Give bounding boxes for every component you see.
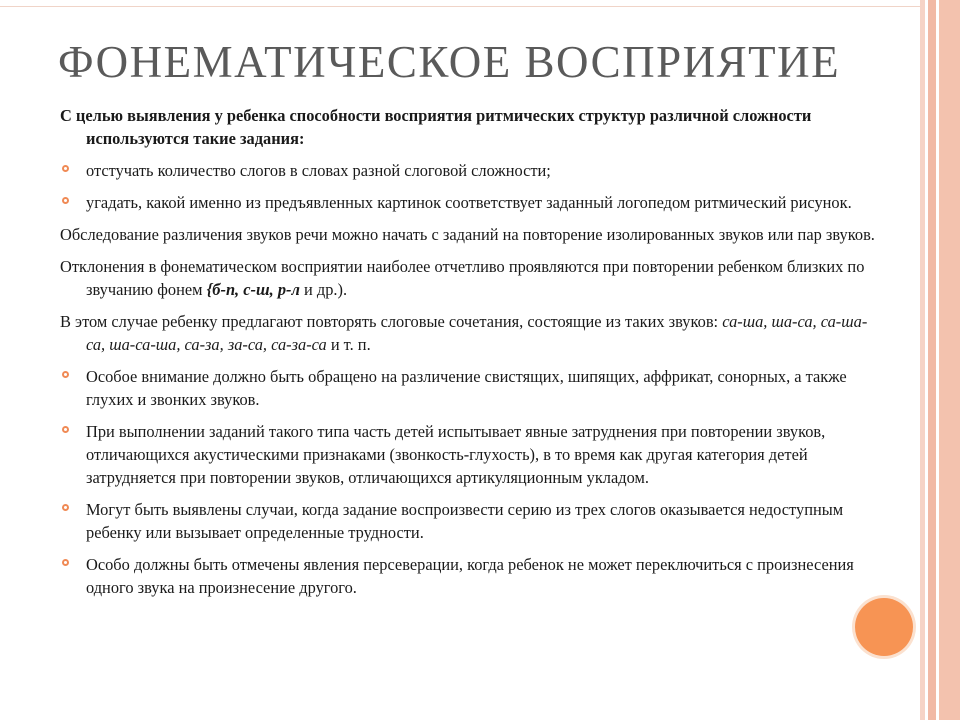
bullet-circle-icon <box>62 371 69 378</box>
decorative-side-stripes <box>920 0 960 720</box>
list-item <box>60 553 880 599</box>
stripe <box>939 0 960 720</box>
phoneme-pairs: {б-п, с-ш, р-л <box>206 280 300 299</box>
list-item <box>60 498 880 544</box>
list-item <box>60 420 880 489</box>
intro-paragraph: С целью выявления у ребенка способности восприятия ритмических структур различной сложности используются такие задания: <box>60 106 812 148</box>
list-item-text: При выполнении заданий такого типа часть детей испытывает явные затруднения при повторении звуков, отличающихся акустическими признаками (звонкость-глухость), в то время как другая категория детей затрудняется при повторении звуков, отличающихся артикуляционным укладом. <box>86 422 826 487</box>
slide-title: ФОНЕМАТИЧЕСКОЕ ВОСПРИЯТИЕ <box>58 37 841 87</box>
paragraph-text: Отклонения в фонематическом восприятии наиболее отчетливо проявляются при повторении ребенком близких по звучанию фонем <box>60 257 865 299</box>
list-item <box>60 365 880 411</box>
stripe <box>928 0 936 720</box>
list-item <box>60 159 880 182</box>
bullet-circle-icon <box>62 197 69 204</box>
decorative-orange-circle <box>855 598 913 656</box>
paragraph-text: и др.). <box>299 280 348 299</box>
list-item-text: отстучать количество слогов в словах разной слоговой сложности; <box>86 161 551 180</box>
list-item-text: Особое внимание должно быть обращено на различение свистящих, шипящих, аффрикат, сонорных, а также глухих и звонких звуков. <box>86 367 847 409</box>
paragraph-text: В этом случае ребенку предлагают повторять слоговые сочетания, состоящие из таких звуков: <box>60 312 723 331</box>
top-border <box>0 0 960 7</box>
paragraph-syllables <box>60 310 880 356</box>
list-item-text: угадать, какой именно из предъявленных картинок соответствует заданный логопедом ритмический рисунок. <box>86 193 852 212</box>
list-item-text: Особо должны быть отмечены явления персеверации, когда ребенок не может переключиться с произнесения одного звука на произнесение другого. <box>86 555 854 597</box>
paragraph-examination: Обследование различения звуков речи можно начать с заданий на повторение изолированных звуков или пар звуков. <box>60 225 875 244</box>
bullet-circle-icon <box>62 165 69 172</box>
bullet-circle-icon <box>62 559 69 566</box>
bullet-circle-icon <box>62 504 69 511</box>
slide-body <box>60 104 880 608</box>
bullet-circle-icon <box>62 426 69 433</box>
list-item-text: Могут быть выявлены случаи, когда задание воспроизвести серию из трех слогов оказывается недоступным ребенку или вызывает определенные трудности. <box>86 500 844 542</box>
paragraph-deviations <box>60 255 880 301</box>
syllable-examples: са-ша, ша-са, са-ша-са, ша-са-ша, са-за, за-са, са-за-са <box>86 312 868 354</box>
list-item <box>60 191 880 214</box>
paragraph-text: и т. п. <box>326 335 371 354</box>
